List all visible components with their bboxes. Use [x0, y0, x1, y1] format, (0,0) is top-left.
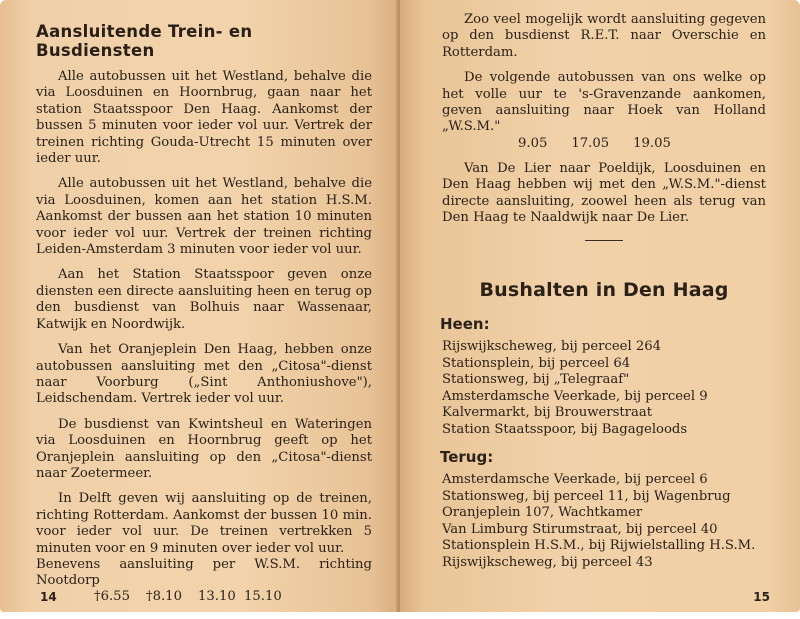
- paragraph: Zoo veel mogelijk wordt aansluiting gegeven op den busdienst R.E.T. naar Overschie en Rotterdam.: [442, 12, 766, 60]
- last-line: Benevens aansluiting per W.S.M. richting Nootdorp: [36, 556, 372, 588]
- list-item: Amsterdamsche Veerkade, bij perceel 9: [442, 388, 708, 404]
- list-item: Stationsplein, bij perceel 64: [442, 355, 631, 371]
- time-value: 19.05: [633, 135, 671, 151]
- page-number: 15: [753, 590, 770, 604]
- terug-stop-list: [442, 472, 766, 571]
- page-number: 14: [40, 590, 57, 604]
- left-page-heading: Aansluitende Trein- en Busdiensten: [36, 22, 253, 60]
- heen-label: Heen:: [440, 315, 490, 334]
- departure-times: [36, 589, 372, 605]
- list-item: Stationsplein H.S.M., bij Rijwielstalling H.S.M.: [442, 538, 756, 554]
- list-item: Rijswijkscheweg, bij perceel 43: [442, 554, 653, 570]
- list-item: Station Staatsspoor, bij Bagageloods: [442, 421, 688, 437]
- paragraph: Alle autobussen uit het Westland, behalve die via Loosduinen en Hoornbrug, gaan naar het station Staatsspoor Den Haag. Aankomst der bussen 5 minuten voor ieder vol uur. Vertrek der treinen richting Gouda-Utrecht 15 minuten over ieder uur.: [36, 69, 372, 167]
- departure-times: [442, 136, 766, 152]
- time-value: †6.55: [94, 588, 130, 604]
- list-item: Rijswijkscheweg, bij perceel 264: [442, 339, 662, 355]
- list-item: Kalvermarkt, bij Brouwerstraat: [442, 405, 652, 421]
- paragraph: Van De Lier naar Poeldijk, Loosduinen en Den Haag hebben wij met den „W.S.M."-dienst directe aansluiting, zoowel heen als terug van Den Haag te Naaldwijk naar De Lier.: [442, 160, 766, 226]
- list-item: Oranjeplein 107, Wachtkamer: [442, 505, 643, 521]
- section-divider: [585, 240, 623, 241]
- time-value: †8.10: [146, 588, 182, 604]
- paragraph: Aan het Station Staatsspoor geven onze diensten een directe aansluiting heen en terug op den busdienst van Bolhuis naar Wassenaar, Katwijk en Noordwijk.: [36, 267, 372, 332]
- paragraph: Alle autobussen uit het Westland, behalve die via Loosduinen, komen aan het station H.S.M. Aankomst der bussen aan het station 10 minuten voor ieder vol uur. Vertrek der treinen richting Leiden-Amsterdam 3 minuten voor ieder vol uur.: [36, 176, 372, 258]
- list-item: Amsterdamsche Veerkade, bij perceel 6: [442, 472, 708, 488]
- time-value: 17.05: [571, 135, 610, 151]
- paragraph: De volgende autobussen van ons welke op het volle uur te 's-Gravenzande aankomen, geven aansluiting naar Hoek van Holland „W.S.M.": [442, 70, 766, 135]
- list-item: Stationsweg, bij perceel 11, bij Wagenbrug: [442, 488, 731, 504]
- paragraph: In Delft geven wij aansluiting op de treinen, richting Rotterdam. Aankomst der bussen 10 min. voor ieder vol uur. De treinen vertrekken 5 minuten voor en 9 minuten over ieder vol uur.: [36, 491, 372, 556]
- time-value: 15.10: [244, 588, 282, 604]
- list-item: Stationsweg, bij „Telegraaf": [442, 372, 630, 388]
- heen-stop-list: [442, 339, 766, 438]
- paragraph: De busdienst van Kwintsheul en Wateringen via Loosduinen en Hoornbrug geeft op het Oranjeplein aansluiting op den „Citosa"-dienst naar Zoetermeer.: [36, 416, 372, 481]
- left-page: [0, 0, 400, 612]
- time-value: 13.10: [198, 588, 236, 604]
- bus-stops-heading: Bushalten in Den Haag: [479, 279, 729, 302]
- terug-label: Terug:: [440, 448, 494, 467]
- paragraph: Van het Oranjeplein Den Haag, hebben onze autobussen aansluiting met den „Citosa"-dienst naar Voorburg („Sint Anthoniushove"), Leidschendam. Vertrek ieder vol uur.: [36, 342, 372, 407]
- right-page: [400, 0, 800, 612]
- list-item: Van Limburg Stirumstraat, bij perceel 40: [442, 521, 718, 537]
- time-value: 9.05: [518, 135, 548, 151]
